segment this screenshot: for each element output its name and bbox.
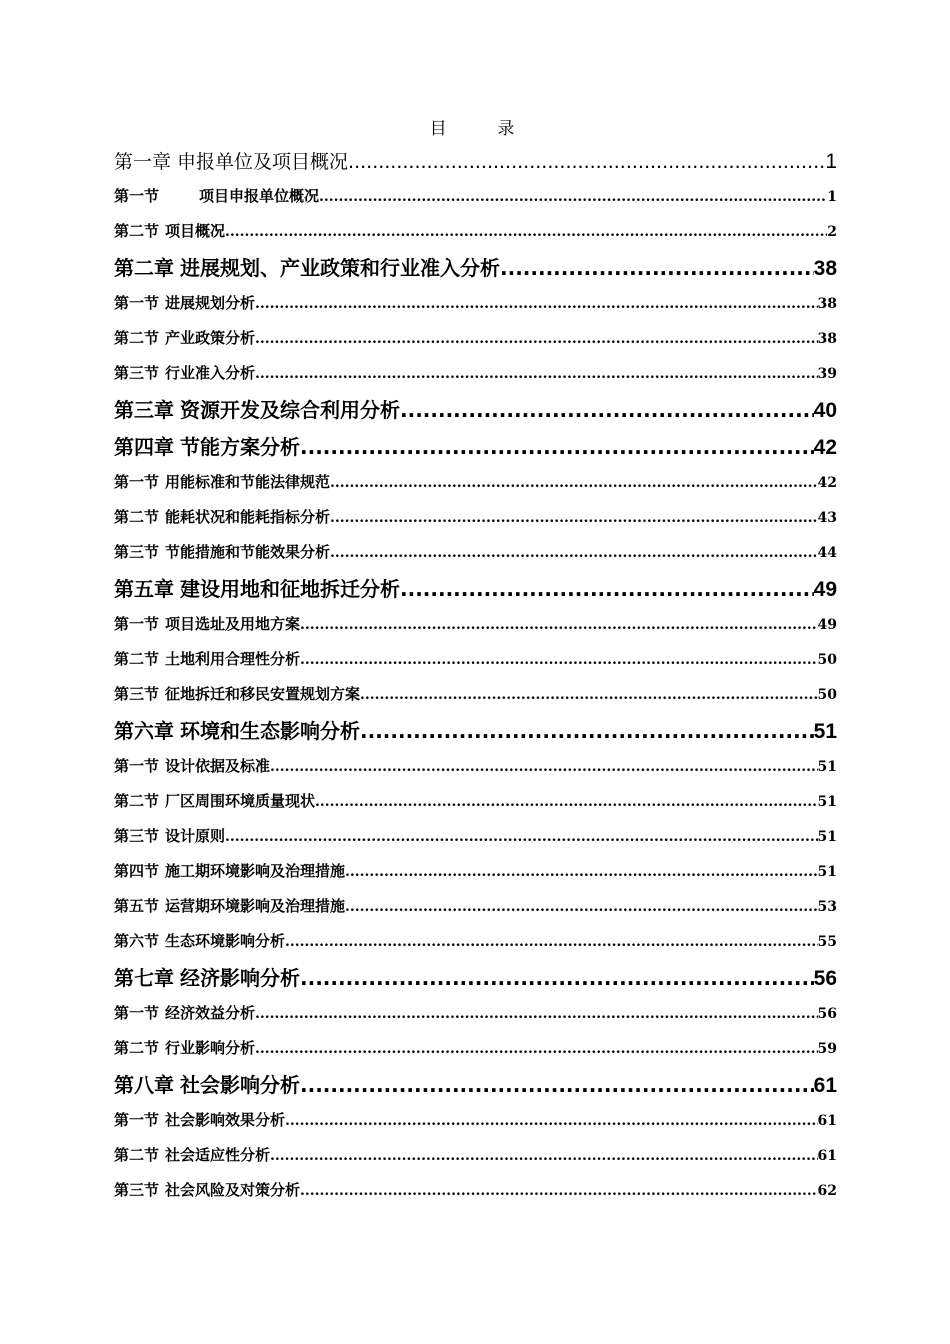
- page-number: 38: [817, 296, 837, 312]
- section-number: 第五节: [114, 897, 160, 915]
- section-number: 第一节: [114, 1111, 160, 1129]
- toc-chapter-entry[interactable]: [114, 1068, 837, 1103]
- page-number: 44: [817, 545, 837, 561]
- toc-section-entry[interactable]: [114, 607, 837, 642]
- toc-section-entry[interactable]: [114, 784, 837, 819]
- section-number: 第二节: [114, 650, 160, 668]
- page-number: 50: [817, 687, 837, 703]
- chapter-number: 第一章: [114, 151, 172, 173]
- dot-leader: [225, 215, 827, 249]
- dot-leader: [300, 1068, 814, 1103]
- dot-leader: [315, 785, 817, 819]
- dot-leader: [345, 855, 817, 889]
- toc-section-entry[interactable]: [114, 996, 837, 1031]
- chapter-number: 第五章: [114, 577, 174, 601]
- toc-chapter-entry[interactable]: [114, 144, 837, 179]
- page-number: 59: [817, 1041, 837, 1057]
- section-number: 第二节: [114, 1146, 160, 1164]
- chapter-title: 建设用地和征地拆迁分析: [180, 577, 400, 601]
- dot-leader: [255, 1032, 817, 1066]
- dot-leader: [360, 678, 817, 712]
- page-number: 61: [813, 1074, 837, 1097]
- dot-leader: [500, 251, 814, 286]
- section-number: 第二节: [114, 222, 160, 240]
- chapter-title: 申报单位及项目概况: [177, 151, 349, 173]
- dot-leader: [225, 820, 817, 854]
- toc-section-entry[interactable]: [114, 677, 837, 712]
- section-number: 第一节: [114, 294, 160, 312]
- dot-leader: [255, 322, 817, 356]
- toc-section-entry[interactable]: [114, 642, 837, 677]
- chapter-title: 进展规划、产业政策和行业准入分析: [180, 256, 500, 280]
- dot-leader: [400, 572, 814, 607]
- section-number: 第三节: [114, 685, 160, 703]
- toc-section-entry[interactable]: [114, 1138, 837, 1173]
- toc-chapter-entry[interactable]: [114, 393, 837, 428]
- page-number: 38: [813, 257, 837, 280]
- section-title: 产业政策分析: [165, 329, 256, 347]
- page-number: 43: [817, 510, 837, 526]
- page-number: 51: [817, 759, 837, 775]
- chapter-number: 第八章: [114, 1073, 174, 1097]
- dot-leader: [300, 1174, 817, 1208]
- toc-section-entry[interactable]: [114, 179, 837, 214]
- toc-chapter-entry[interactable]: [114, 430, 837, 465]
- chapter-number: 第七章: [114, 966, 174, 990]
- dot-leader: [330, 536, 817, 570]
- section-title: 经济效益分析: [165, 1004, 256, 1022]
- dot-leader: [255, 357, 817, 391]
- toc-title: [0, 114, 950, 139]
- section-number: 第三节: [114, 364, 160, 382]
- section-title: 项目概况: [165, 222, 226, 240]
- toc-chapter-entry[interactable]: [114, 714, 837, 749]
- page-number: 56: [817, 1006, 837, 1022]
- page-number: 53: [817, 899, 837, 915]
- section-title: 设计原则: [165, 827, 226, 845]
- toc-section-entry[interactable]: [114, 465, 837, 500]
- dot-leader: [330, 501, 817, 535]
- page-number: 38: [817, 331, 837, 347]
- dot-leader: [300, 608, 817, 642]
- chapter-number: 第六章: [114, 719, 174, 743]
- page-number: 51: [813, 720, 837, 743]
- chapter-title: 资源开发及综合利用分析: [180, 398, 400, 422]
- section-title: 用能标准和节能法律规范: [165, 473, 331, 491]
- dot-leader: [285, 925, 817, 959]
- section-title: 厂区周围环境质量现状: [165, 792, 316, 810]
- toc-section-entry[interactable]: [114, 321, 837, 356]
- dot-leader: [345, 890, 817, 924]
- chapter-number: 第四章: [114, 435, 174, 459]
- page-number: 40: [813, 399, 837, 422]
- chapter-number: 第三章: [114, 398, 174, 422]
- page-number: 42: [813, 436, 837, 459]
- dot-leader: [300, 430, 814, 465]
- page-number: 51: [817, 794, 837, 810]
- section-number: 第二节: [114, 508, 160, 526]
- page-number: 61: [817, 1148, 837, 1164]
- section-title: 社会风险及对策分析: [165, 1181, 301, 1199]
- page-number: 39: [817, 366, 837, 382]
- section-number: 第一节: [114, 187, 160, 205]
- toc-chapter-entry[interactable]: [114, 961, 837, 996]
- toc-section-entry[interactable]: [114, 1103, 837, 1138]
- section-number: 第二节: [114, 329, 160, 347]
- section-title: 生态环境影响分析: [165, 932, 286, 950]
- toc-section-entry[interactable]: [114, 854, 837, 889]
- dot-leader: [285, 1104, 817, 1138]
- page-number: 61: [817, 1113, 837, 1129]
- section-title: 能耗状况和能耗指标分析: [165, 508, 331, 526]
- page-number: 62: [817, 1183, 837, 1199]
- dot-leader: [300, 961, 814, 996]
- page-number: 49: [817, 617, 837, 633]
- section-number: 第三节: [114, 1181, 160, 1199]
- dot-leader: [319, 180, 827, 214]
- section-title: 施工期环境影响及治理措施: [165, 862, 346, 880]
- toc-chapter-entry[interactable]: [114, 251, 837, 286]
- toc-section-entry[interactable]: [114, 500, 837, 535]
- toc-section-entry[interactable]: [114, 889, 837, 924]
- toc-title-char-2: 录: [497, 119, 521, 139]
- dot-leader: [330, 466, 817, 500]
- section-title: 社会影响效果分析: [165, 1111, 286, 1129]
- section-number: 第四节: [114, 862, 160, 880]
- section-number: 第一节: [114, 1004, 160, 1022]
- chapter-title: 环境和生态影响分析: [180, 719, 360, 743]
- toc-section-entry[interactable]: [114, 535, 837, 570]
- section-title: 行业准入分析: [165, 364, 256, 382]
- dot-leader: [270, 750, 817, 784]
- page-number: 51: [817, 829, 837, 845]
- section-title: 运营期环境影响及治理措施: [165, 897, 346, 915]
- toc-section-entry[interactable]: [114, 214, 837, 249]
- page-number: 2: [827, 224, 837, 240]
- toc-section-entry[interactable]: [114, 819, 837, 854]
- section-number: 第三节: [114, 543, 160, 561]
- page-number: 55: [817, 934, 837, 950]
- dot-leader: [255, 287, 817, 321]
- page-number: 1: [827, 189, 837, 205]
- toc-section-entry[interactable]: [114, 924, 837, 959]
- section-title: 行业影响分析: [165, 1039, 256, 1057]
- toc-section-entry[interactable]: [114, 356, 837, 391]
- section-number: 第一节: [114, 757, 160, 775]
- toc-title-char-1: 目: [429, 119, 453, 139]
- section-title: 社会适应性分析: [165, 1146, 271, 1164]
- section-number: 第一节: [114, 615, 160, 633]
- section-number: 第一节: [114, 473, 160, 491]
- page-number: 50: [817, 652, 837, 668]
- toc-section-entry[interactable]: [114, 286, 837, 321]
- toc-section-entry[interactable]: [114, 1173, 837, 1208]
- section-number: 第三节: [114, 827, 160, 845]
- table-of-contents: [114, 142, 837, 1208]
- toc-chapter-entry[interactable]: [114, 572, 837, 607]
- page-number: 1: [825, 150, 837, 173]
- page-number: 42: [817, 475, 837, 491]
- section-title: 征地拆迁和移民安置规划方案: [165, 685, 361, 703]
- chapter-title: 经济影响分析: [180, 966, 300, 990]
- section-title: 设计依据及标准: [165, 757, 271, 775]
- page-number: 49: [813, 578, 837, 601]
- chapter-title: 社会影响分析: [180, 1073, 300, 1097]
- section-title: 节能措施和节能效果分析: [165, 543, 331, 561]
- toc-section-entry[interactable]: [114, 1031, 837, 1066]
- dot-leader: [300, 643, 817, 677]
- section-number: 第六节: [114, 932, 160, 950]
- toc-section-entry[interactable]: [114, 749, 837, 784]
- section-title: 项目选址及用地方案: [165, 615, 301, 633]
- dot-leader: [270, 1139, 817, 1173]
- section-title: 土地利用合理性分析: [165, 650, 301, 668]
- section-title: 进展规划分析: [165, 294, 256, 312]
- section-number: 第二节: [114, 1039, 160, 1057]
- page-number: 56: [813, 967, 837, 990]
- dot-leader: [400, 393, 814, 428]
- section-number: 第二节: [114, 792, 160, 810]
- dot-leader: [348, 145, 825, 179]
- dot-leader: [360, 714, 814, 749]
- dot-leader: [255, 997, 817, 1031]
- chapter-number: 第二章: [114, 256, 174, 280]
- section-title: 项目申报单位概况: [199, 187, 320, 205]
- chapter-title: 节能方案分析: [180, 435, 300, 459]
- page-number: 51: [817, 864, 837, 880]
